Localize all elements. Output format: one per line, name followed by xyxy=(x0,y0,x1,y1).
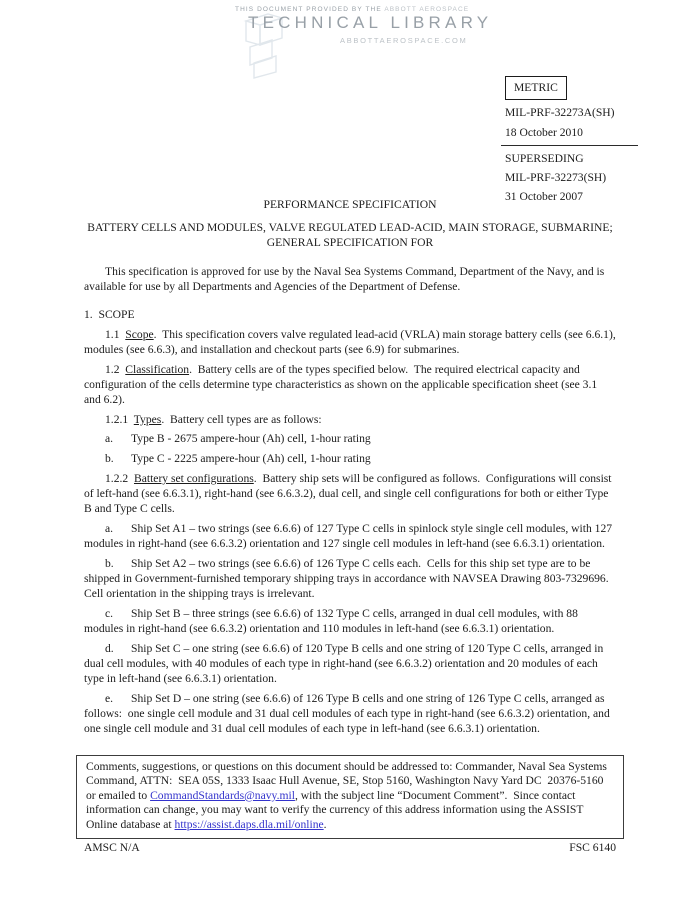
ship-set-c xyxy=(84,641,616,687)
document-title xyxy=(84,220,616,250)
comments-box-paragraphs xyxy=(86,760,614,832)
spec-type-heading: PERFORMANCE SPECIFICATION xyxy=(263,198,437,211)
list-marker: e. xyxy=(105,691,114,705)
text-run: Ship Set C – one string (see 6.6.6) of 120 Type B cells and one string of 120 Type C cells, arranged in dual cell modules, with 40 modules of each type in right-hand (see 6.6.3.2) orientation and 20 modules of each type in left-hand (see 6.6.3.1) orientation. xyxy=(84,641,607,686)
amsc-code: AMSC N/A xyxy=(84,841,140,854)
bottom-row xyxy=(84,841,616,854)
para-1-2-1-types xyxy=(84,412,616,427)
underlined-term: Scope xyxy=(125,327,154,341)
list-item-type-b xyxy=(84,431,616,446)
banner-provided-line xyxy=(235,6,469,13)
superseding-divider xyxy=(501,145,638,146)
list-item-type-c xyxy=(84,451,616,466)
text-run: . This specification covers valve regulated lead-acid (VRLA) main storage battery cells (see 6.6.1), modules (see 6.6.3), and installation and checkout parts (see 6.9) for submarines. xyxy=(84,327,619,356)
banner-library-title: TECHNICAL LIBRARY xyxy=(248,13,493,32)
document-id-block xyxy=(505,76,665,207)
para-1-1-scope xyxy=(84,327,619,357)
list-marker: a. xyxy=(105,432,114,446)
list-marker: c. xyxy=(105,606,114,620)
banner-website: ABBOTTAEROSPACE.COM xyxy=(340,36,468,45)
technical-library-banner xyxy=(0,0,700,80)
ship-set-a1 xyxy=(84,521,616,551)
text-run: . Battery cell types are as follows: xyxy=(161,412,322,426)
body-paragraphs xyxy=(84,264,619,737)
metric-badge: METRIC xyxy=(505,76,567,100)
text-run: Ship Set A2 – two strings (see 6.6.6) of 126 Type C cells each. Cells for this ship set type are to be shipped in Government-furnished temporary shipping trays in accordance with NAVSEA Drawing 803-7329696. Cell orientation in the shipping trays is irrelevant. xyxy=(84,556,615,601)
text-run: 1.2.2 xyxy=(105,471,134,485)
text-run: This specification is approved for use by the Naval Sea Systems Command, Department of the Navy, and is available for use by all Departments and Agencies of the Department of Defense. xyxy=(84,264,608,293)
text-run: . Battery ship sets will be configured as follows. Configurations will consist of left-hand (see 6.6.3.1), right-hand (see 6.6.3.2), dual cell, and single cell configurations for both or either Type B and Type C cells. xyxy=(84,471,615,516)
text-run: Type B - 2675 ampere-hour (Ah) cell, 1-hour rating xyxy=(131,432,371,446)
text-run: Type C - 2225 ampere-hour (Ah) cell, 1-hour rating xyxy=(131,452,371,466)
document-title-line1: BATTERY CELLS AND MODULES, VALVE REGULATED LEAD-ACID, MAIN STORAGE, SUBMARINE; xyxy=(87,220,613,234)
para-1-2-classification xyxy=(84,362,616,408)
superseded-number: MIL-PRF-32273(SH) xyxy=(505,171,607,185)
text-run: Ship Set B – three strings (see 6.6.6) of 132 Type C cells, arranged in dual cell modules, with 88 modules in right-hand (see 6.6.3.2) orientation and 110 modules in left-hand (see 6.6.3.1) orientation. xyxy=(84,606,581,636)
ship-set-a2 xyxy=(84,556,616,602)
banner-provided-prefix: THIS DOCUMENT PROVIDED BY THE xyxy=(235,6,385,13)
list-marker: b. xyxy=(105,556,114,570)
comments-paragraph xyxy=(86,760,614,832)
list-marker: a. xyxy=(105,521,114,535)
text-run: . xyxy=(323,817,327,831)
hyperlink-https-assist-daps-dla-mil-online[interactable]: https://assist.daps.dla.mil/online xyxy=(174,817,324,831)
text-run: 1.2 xyxy=(105,362,126,376)
spec-date: 18 October 2010 xyxy=(505,125,583,139)
section-1-heading xyxy=(84,307,616,322)
underlined-term: Classification xyxy=(125,362,190,376)
text-run: 1.1 xyxy=(105,327,126,341)
hyperlink-commandstandards-navy-mil[interactable]: CommandStandards@navy.mil xyxy=(150,788,295,802)
spec-number: MIL-PRF-32273A(SH) xyxy=(505,106,615,120)
fsc-code: FSC 6140 xyxy=(569,841,616,854)
ship-set-d xyxy=(84,691,616,737)
text-run: . Battery cells are of the types specified below. The required electrical capacity and configuration of the cells determine type characteristics as shown on the applicable specification sheet (see 3.1 and 6.2). xyxy=(84,362,601,407)
superseded-date: 31 October 2007 xyxy=(505,190,583,204)
main-content xyxy=(84,197,619,737)
text-run: Comments, suggestions, or questions on this document should be addressed to: Commander, Naval Sea Systems Command, ATTN: SEA 05S, 1333 Isaac Hull Avenue, SE, Stop 5160, Washington Navy Yard DC 20376-5160 or emailed to xyxy=(86,760,610,802)
text-run: Ship Set D – one string (see 6.6.6) of 126 Type B cells and one string of 126 Type C cells, arranged as follows: one single cell module and 31 dual cell modules of each type in right-hand (see 6.6.3.2) orientation, and one single cell module and 31 dual cell modules of each type in left-hand (see 6.6.3.1) orientation. xyxy=(84,691,613,736)
list-marker: d. xyxy=(105,641,114,655)
ship-set-b xyxy=(84,606,616,636)
approval-paragraph xyxy=(84,264,616,294)
text-run: 1.2.1 xyxy=(105,412,134,426)
list-marker: b. xyxy=(105,452,114,466)
text-run: Ship Set A1 – two strings (see 6.6.6) of 127 Type C cells in spinlock style single cell modules, with 127 modules in right-hand (see 6.6.3.2) orientation and 127 single cell modules in left-hand (see 6.6.3.1) orientation. xyxy=(84,521,615,551)
text-run: , with the subject line “Document Comment”. Since contact information can change, you may want to verify the currency of this address information using the ASSIST Online database at xyxy=(86,788,587,831)
superseding-label: SUPERSEDING xyxy=(505,151,584,165)
para-1-2-2-battery-set-configurations xyxy=(84,471,616,517)
underlined-term: Types xyxy=(133,412,162,426)
comments-box xyxy=(76,755,624,839)
document-title-line2: GENERAL SPECIFICATION FOR xyxy=(266,235,434,249)
text-run: 1. SCOPE xyxy=(84,308,135,322)
banner-brand: ABBOTT AEROSPACE xyxy=(384,6,470,13)
underlined-term: Battery set configurations xyxy=(133,471,254,485)
